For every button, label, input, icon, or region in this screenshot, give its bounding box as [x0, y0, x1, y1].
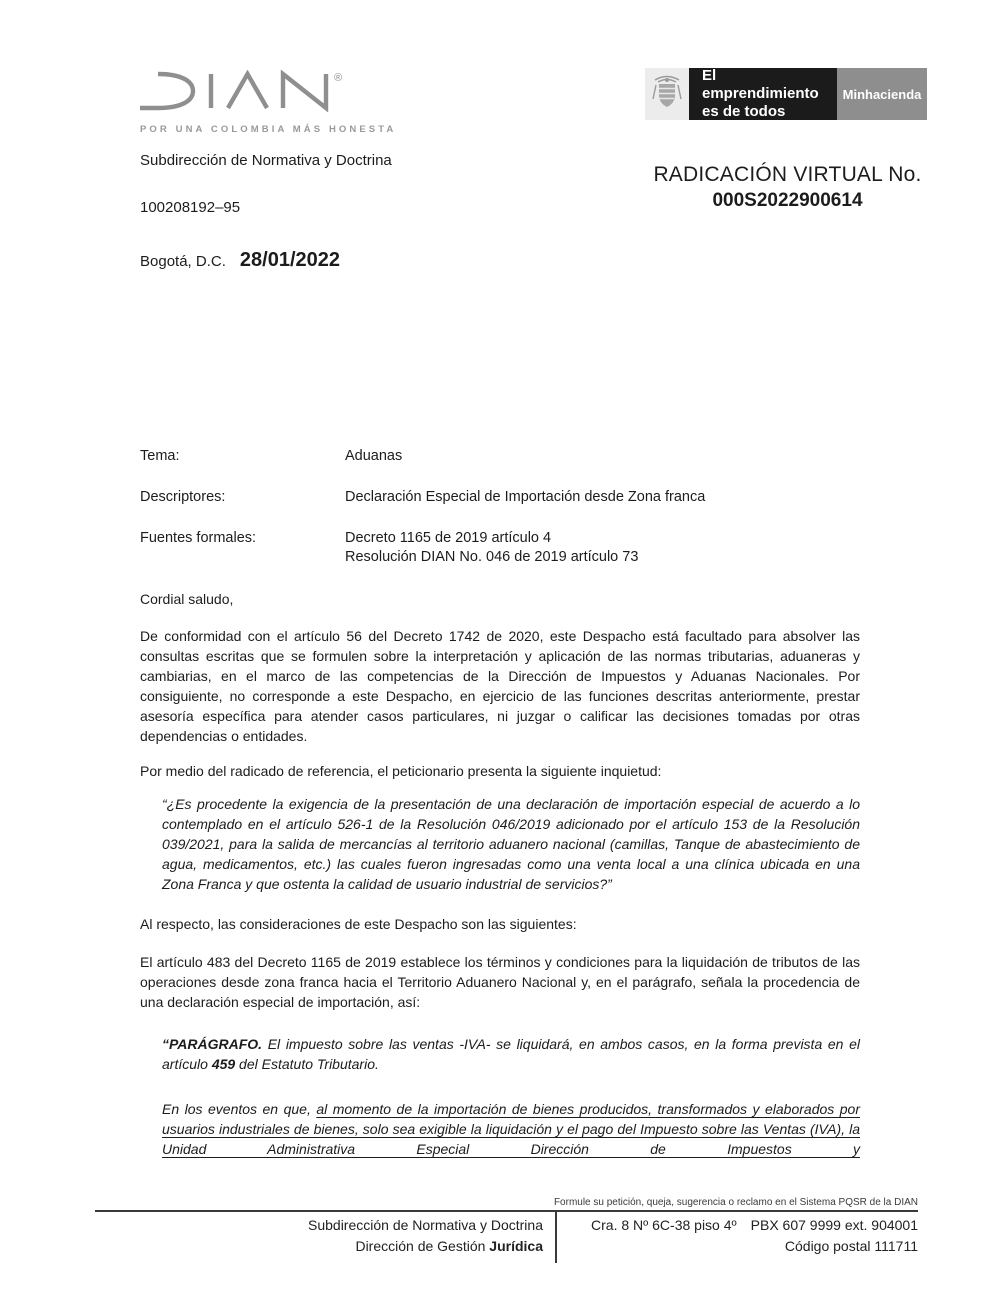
- footer-pbx: PBX 607 9999 ext. 904001: [750, 1217, 918, 1233]
- meta-label: Tema:: [140, 448, 180, 464]
- meta-label: Fuentes formales:: [140, 530, 257, 546]
- meta-value-line: Decreto 1165 de 2019 artículo 4: [345, 530, 552, 546]
- government-banner: [645, 68, 927, 120]
- registered-mark-icon: ®: [334, 72, 343, 84]
- campaign-line2: es de todos: [702, 103, 786, 120]
- footer-address: Cra. 8 Nº 6C-38 piso 4º: [591, 1217, 737, 1233]
- quote-eventos: [162, 1099, 860, 1159]
- pqsr-note: Formule su petición, queja, sugerencia o reclamo en el Sistema PQSR de la DIAN: [553, 1197, 918, 1208]
- quote-paragrafo-lead: “PARÁGRAFO.: [162, 1036, 263, 1052]
- quote-eventos-lead: En los eventos en que,: [162, 1101, 317, 1117]
- footer-address-line: [569, 1215, 918, 1236]
- paragraph-intro-inquietud: Por medio del radicado de referencia, el peticionario presenta la siguiente inquietud:: [140, 763, 662, 779]
- radicacion-label: RADICACIÓN VIRTUAL No.: [653, 163, 922, 186]
- department-line: Subdirección de Normativa y Doctrina: [140, 152, 392, 169]
- letter-body: [140, 447, 860, 1159]
- footer-left-column: [95, 1212, 557, 1263]
- minhacienda-label: Minhacienda: [837, 68, 927, 120]
- footer-subdireccion: Subdirección de Normativa y Doctrina: [308, 1217, 543, 1233]
- file-number: 100208192–95: [140, 199, 241, 216]
- footer-postal-code: Código postal 111711: [784, 1238, 918, 1254]
- paragraph-competencia: De conformidad con el artículo 56 del Decreto 1742 de 2020, este Despacho está facultado para absolver las consultas escritas que se formulen sobre la interpretación y aplicación de las normas tributarias, aduaneras y cambiarias, en el marco de las competencias de la Dirección de Impuestos y Aduanas Nacionales. Por consiguiente, no corresponde a este Despacho, en ejercicio de las funciones descritas anteriormente, prestar asesoría específica para atender casos particulares, ni juzgar o calificar las decisiones tomadas por otras dependencias o entidades.: [140, 628, 860, 744]
- radicacion-block: [640, 163, 935, 212]
- paragraph-al-respecto: Al respecto, las consideraciones de este Despacho son las siguientes:: [140, 916, 577, 932]
- city-label: Bogotá, D.C.: [140, 253, 226, 270]
- colombia-coat-of-arms-icon: [652, 72, 682, 117]
- meta-row-fuentes: [140, 529, 860, 567]
- meta-row-tema: [140, 447, 860, 466]
- meta-value-line: Resolución DIAN No. 046 de 2019 artículo 73: [345, 549, 639, 565]
- date-value: 28/01/2022: [239, 249, 340, 271]
- paragraph-articulo-483: El artículo 483 del Decreto 1165 de 2019 establece los términos y condiciones para la liquidación de tributos de las operaciones desde zona franca hacia el Territorio Aduanero Nacional y, en el parágrafo, señala la procedencia de una declaración especial de importación, así:: [140, 954, 860, 1010]
- campaign-slogan: [689, 68, 837, 120]
- date-line: [140, 249, 340, 272]
- quote-paragrafo-459: 459: [211, 1056, 236, 1072]
- meta-row-descriptores: [140, 488, 860, 507]
- greeting: Cordial saludo,: [140, 591, 234, 607]
- logo-tagline: POR UNA COLOMBIA MÁS HONESTA: [140, 124, 397, 135]
- meta-value: [345, 529, 638, 567]
- footer-direccion-bold: Jurídica: [489, 1238, 543, 1254]
- quote-paragrafo-tail: del Estatuto Tributario.: [235, 1056, 379, 1072]
- quote-paragrafo-mid: El impuesto sobre las ventas -IVA- se liquidará, en ambos casos, en la forma prevista en el artículo: [162, 1036, 860, 1072]
- radicacion-number: 000S2022900614: [712, 190, 863, 211]
- meta-value: Declaración Especial de Importación desde Zona franca: [345, 489, 706, 505]
- dian-logo-icon: [140, 72, 350, 116]
- footer: [95, 1212, 918, 1263]
- footer-direccion-prefix: Dirección de Gestión: [355, 1238, 490, 1254]
- dian-logo: [140, 70, 397, 135]
- colombia-crest-box: [645, 68, 689, 120]
- quote-paragrafo: [162, 1034, 860, 1074]
- campaign-line1: El emprendimiento: [702, 67, 819, 102]
- footer-direccion: [95, 1236, 543, 1257]
- quote-inquietud: “¿Es procedente la exigencia de la presentación de una declaración de importación especial de acuerdo a lo contemplado en el artículo 526-1 de la Resolución 046/2019 adicionado por el artículo 153 de la Resolución 039/2021, para la salida de mercancías al territorio aduanero nacional (camillas, Tanque de abastecimiento de agua, medicamentos, etc.) las cuales fueron ingresadas como una venta local a una clínica ubicada en una Zona Franca y que ostenta la calidad de usuario industrial de servicios?”: [162, 796, 860, 892]
- quote-eventos-underlined: al momento de la importación de bienes producidos, transformados y elaborados por usuarios industriales de bienes, solo sea exigible la liquidación y el pago del Impuesto sobre las Ventas (IVA), la Unidad Administrativa Especial Dirección de Impuestos y: [162, 1101, 860, 1157]
- meta-value: Aduanas: [345, 448, 403, 464]
- meta-label: Descriptores:: [140, 489, 226, 505]
- footer-right-column: [557, 1212, 918, 1263]
